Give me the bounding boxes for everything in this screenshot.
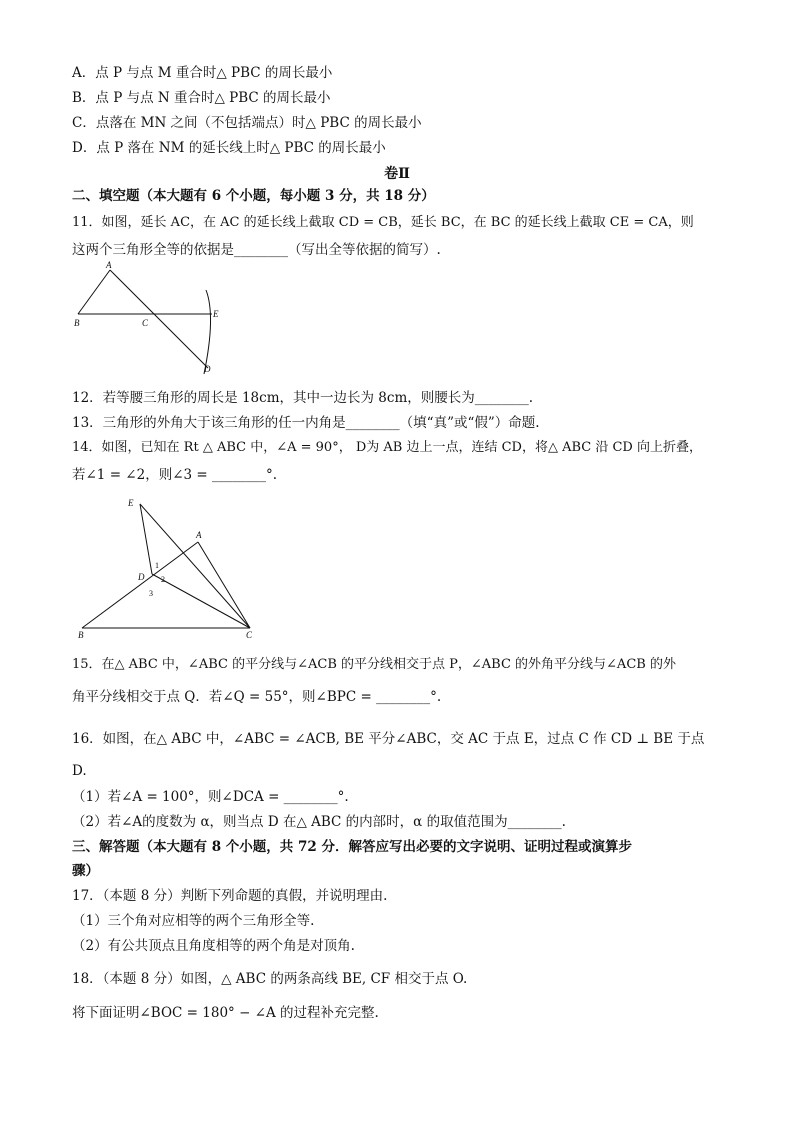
section3-title-line1: 三、解答题（本大题有 8 个小题，共 72 分．解答应写出必要的文字说明、证明过程或演算步 bbox=[72, 839, 632, 855]
fig11-label-e: E bbox=[213, 309, 219, 319]
q15-line2: 角平分线相交于点 Q．若∠Q = 55°，则∠BPC = ________°. bbox=[72, 689, 442, 705]
fig14-label-d: D bbox=[138, 572, 145, 582]
section3-title-line2: 骤） bbox=[72, 863, 99, 879]
option-c: C．点落在 MN 之间（不包括端点）时△ PBC 的周长最小 bbox=[72, 115, 422, 131]
fig14-angle-3: 3 bbox=[149, 589, 153, 598]
fig14-label-a: A bbox=[196, 530, 202, 540]
q12-text: 12．若等腰三角形的周长是 18cm，其中一边长为 8cm，则腰长为________. bbox=[72, 390, 534, 406]
q15-line1: 15．在△ ABC 中，∠ABC 的平分线与∠ACB 的平分线相交于点 P，∠ABC 的外角平分线与∠ACB 的外 bbox=[72, 657, 676, 672]
fig14-angle-1: 1 bbox=[155, 561, 159, 570]
q11-line2: 这两个三角形全等的依据是________（写出全等依据的简写）. bbox=[72, 242, 441, 258]
fig14-label-b: B bbox=[78, 630, 84, 640]
volume-title: 卷Ⅱ bbox=[384, 166, 410, 182]
fig14-angle-2: 2 bbox=[161, 575, 165, 584]
fig11-label-d: D bbox=[204, 364, 211, 374]
q16-line2: D. bbox=[72, 763, 87, 779]
option-a: A．点 P 与点 M 重合时△ PBC 的周长最小 bbox=[72, 65, 333, 81]
fig11-label-c: C bbox=[142, 318, 149, 328]
q13-text: 13．三角形的外角大于该三角形的任一内角是________（填“真”或“假”）命题. bbox=[72, 415, 540, 431]
q11-figure bbox=[70, 258, 230, 378]
fig11-label-a: A bbox=[106, 260, 112, 270]
fig11-label-b: B bbox=[74, 318, 80, 328]
q17-part2: （2）有公共顶点且角度相等的两个角是对顶角. bbox=[72, 938, 355, 954]
q14-figure bbox=[74, 492, 264, 642]
fig14-label-c: C bbox=[246, 630, 253, 640]
q17-part1: （1）三个角对应相等的两个三角形全等. bbox=[72, 913, 315, 929]
q17-text: 17．（本题 8 分）判断下列命题的真假，并说明理由. bbox=[72, 888, 388, 904]
q14-line1: 14．如图，已知在 Rt △ ABC 中，∠A = 90°， D为 AB 边上一点，连结 CD，将△ ABC 沿 CD 向上折叠， bbox=[72, 440, 702, 455]
q16-part1: （1）若∠A = 100°，则∠DCA = ________°. bbox=[72, 789, 349, 805]
section2-title: 二、填空题（本大题有 6 个小题，每小题 3 分，共 18 分） bbox=[72, 188, 435, 204]
q18-text: 18．（本题 8 分）如图，△ ABC 的两条高线 BE, CF 相交于点 O. bbox=[72, 971, 468, 987]
q18-line2: 将下面证明∠BOC = 180° − ∠A 的过程补充完整. bbox=[72, 1005, 379, 1021]
q11-line1: 11．如图，延长 AC，在 AC 的延长线上截取 CD = CB，延长 BC，在 BC 的延长线上截取 CE = CA，则 bbox=[72, 215, 694, 230]
q14-line2: 若∠1 = ∠2，则∠3 = ________°. bbox=[72, 467, 278, 483]
fig14-label-e: E bbox=[128, 498, 134, 508]
q16-line1: 16．如图，在△ ABC 中，∠ABC = ∠ACB, BE 平分∠ABC，交 AC 于点 E，过点 C 作 CD ⊥ BE 于点 bbox=[72, 731, 705, 747]
option-b: B．点 P 与点 N 重合时△ PBC 的周长最小 bbox=[72, 90, 331, 106]
q16-part2: （2）若∠A的度数为 α，则当点 D 在△ ABC 的内部时，α 的取值范围为________. bbox=[72, 814, 566, 830]
option-d: D．点 P 落在 NM 的延长线上时△ PBC 的周长最小 bbox=[72, 140, 386, 156]
